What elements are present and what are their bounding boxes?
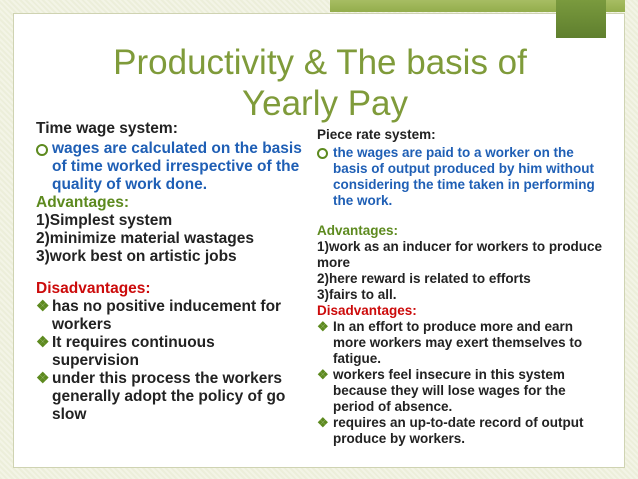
time-wage-disadvantages-label: Disadvantages: xyxy=(36,280,151,297)
piece-rate-advantages-label: Advantages: xyxy=(317,223,399,238)
slide-title xyxy=(40,42,600,124)
hollow-circle-bullet-icon xyxy=(36,140,50,161)
time-wage-disadvantage-1: ❖ has no positive inducement for workers xyxy=(36,298,282,333)
title-line-2: Yearly Pay xyxy=(241,84,409,123)
diamond-bullet-icon: ❖ xyxy=(36,298,50,315)
time-wage-advantage-3: 3)work best on artistic jobs xyxy=(36,248,237,265)
piece-rate-heading: Piece rate system: xyxy=(317,127,436,142)
time-wage-column xyxy=(36,120,304,424)
piece-rate-advantage-2: 2)here reward is related to efforts xyxy=(317,271,531,286)
piece-rate-disadvantages-label: Disadvantages: xyxy=(317,303,417,318)
time-wage-definition xyxy=(36,140,304,194)
diamond-bullet-icon: ❖ xyxy=(317,415,329,430)
time-wage-advantage-2: 2)minimize material wastages xyxy=(36,230,254,247)
piece-rate-disadvantage-2: ❖ workers feel insecure in this system because they will lose wages for the period of absence. xyxy=(317,367,566,414)
diamond-bullet-icon: ❖ xyxy=(317,319,329,334)
diamond-bullet-icon: ❖ xyxy=(36,334,50,351)
piece-rate-definition xyxy=(317,145,609,209)
time-wage-advantage-1: 1)Simplest system xyxy=(36,212,173,229)
diamond-bullet-icon: ❖ xyxy=(36,370,50,387)
top-accent-tab xyxy=(556,0,606,38)
piece-rate-definition-text: the wages are paid to a worker on the basis of output produced by him without considering the time taken in performing the work. xyxy=(333,145,595,208)
time-wage-disadvantage-3: ❖ under this process the workers generally adopt the policy of go slow xyxy=(36,370,286,423)
piece-rate-disadvantage-1: ❖ In an effort to produce more and earn more workers may exert themselves to fatigue. xyxy=(317,319,583,366)
diamond-bullet-icon: ❖ xyxy=(317,367,329,382)
time-wage-definition-text: wages are calculated on the basis of time worked irrespective of the quality of work done. xyxy=(52,140,302,193)
piece-rate-advantage-3: 3)fairs to all. xyxy=(317,287,397,302)
piece-rate-column xyxy=(317,127,609,447)
time-wage-heading: Time wage system: xyxy=(36,120,178,137)
time-wage-disadvantage-2: ❖ It requires continuous supervision xyxy=(36,334,215,369)
title-line-1: Productivity & The basis of xyxy=(113,43,527,82)
time-wage-advantages-label: Advantages: xyxy=(36,194,130,211)
hollow-circle-bullet-icon xyxy=(317,145,331,163)
piece-rate-disadvantage-3: ❖ requires an up-to-date record of output produce by workers. xyxy=(317,415,584,446)
piece-rate-advantage-1: 1)work as an inducer for workers to produce more xyxy=(317,239,603,270)
